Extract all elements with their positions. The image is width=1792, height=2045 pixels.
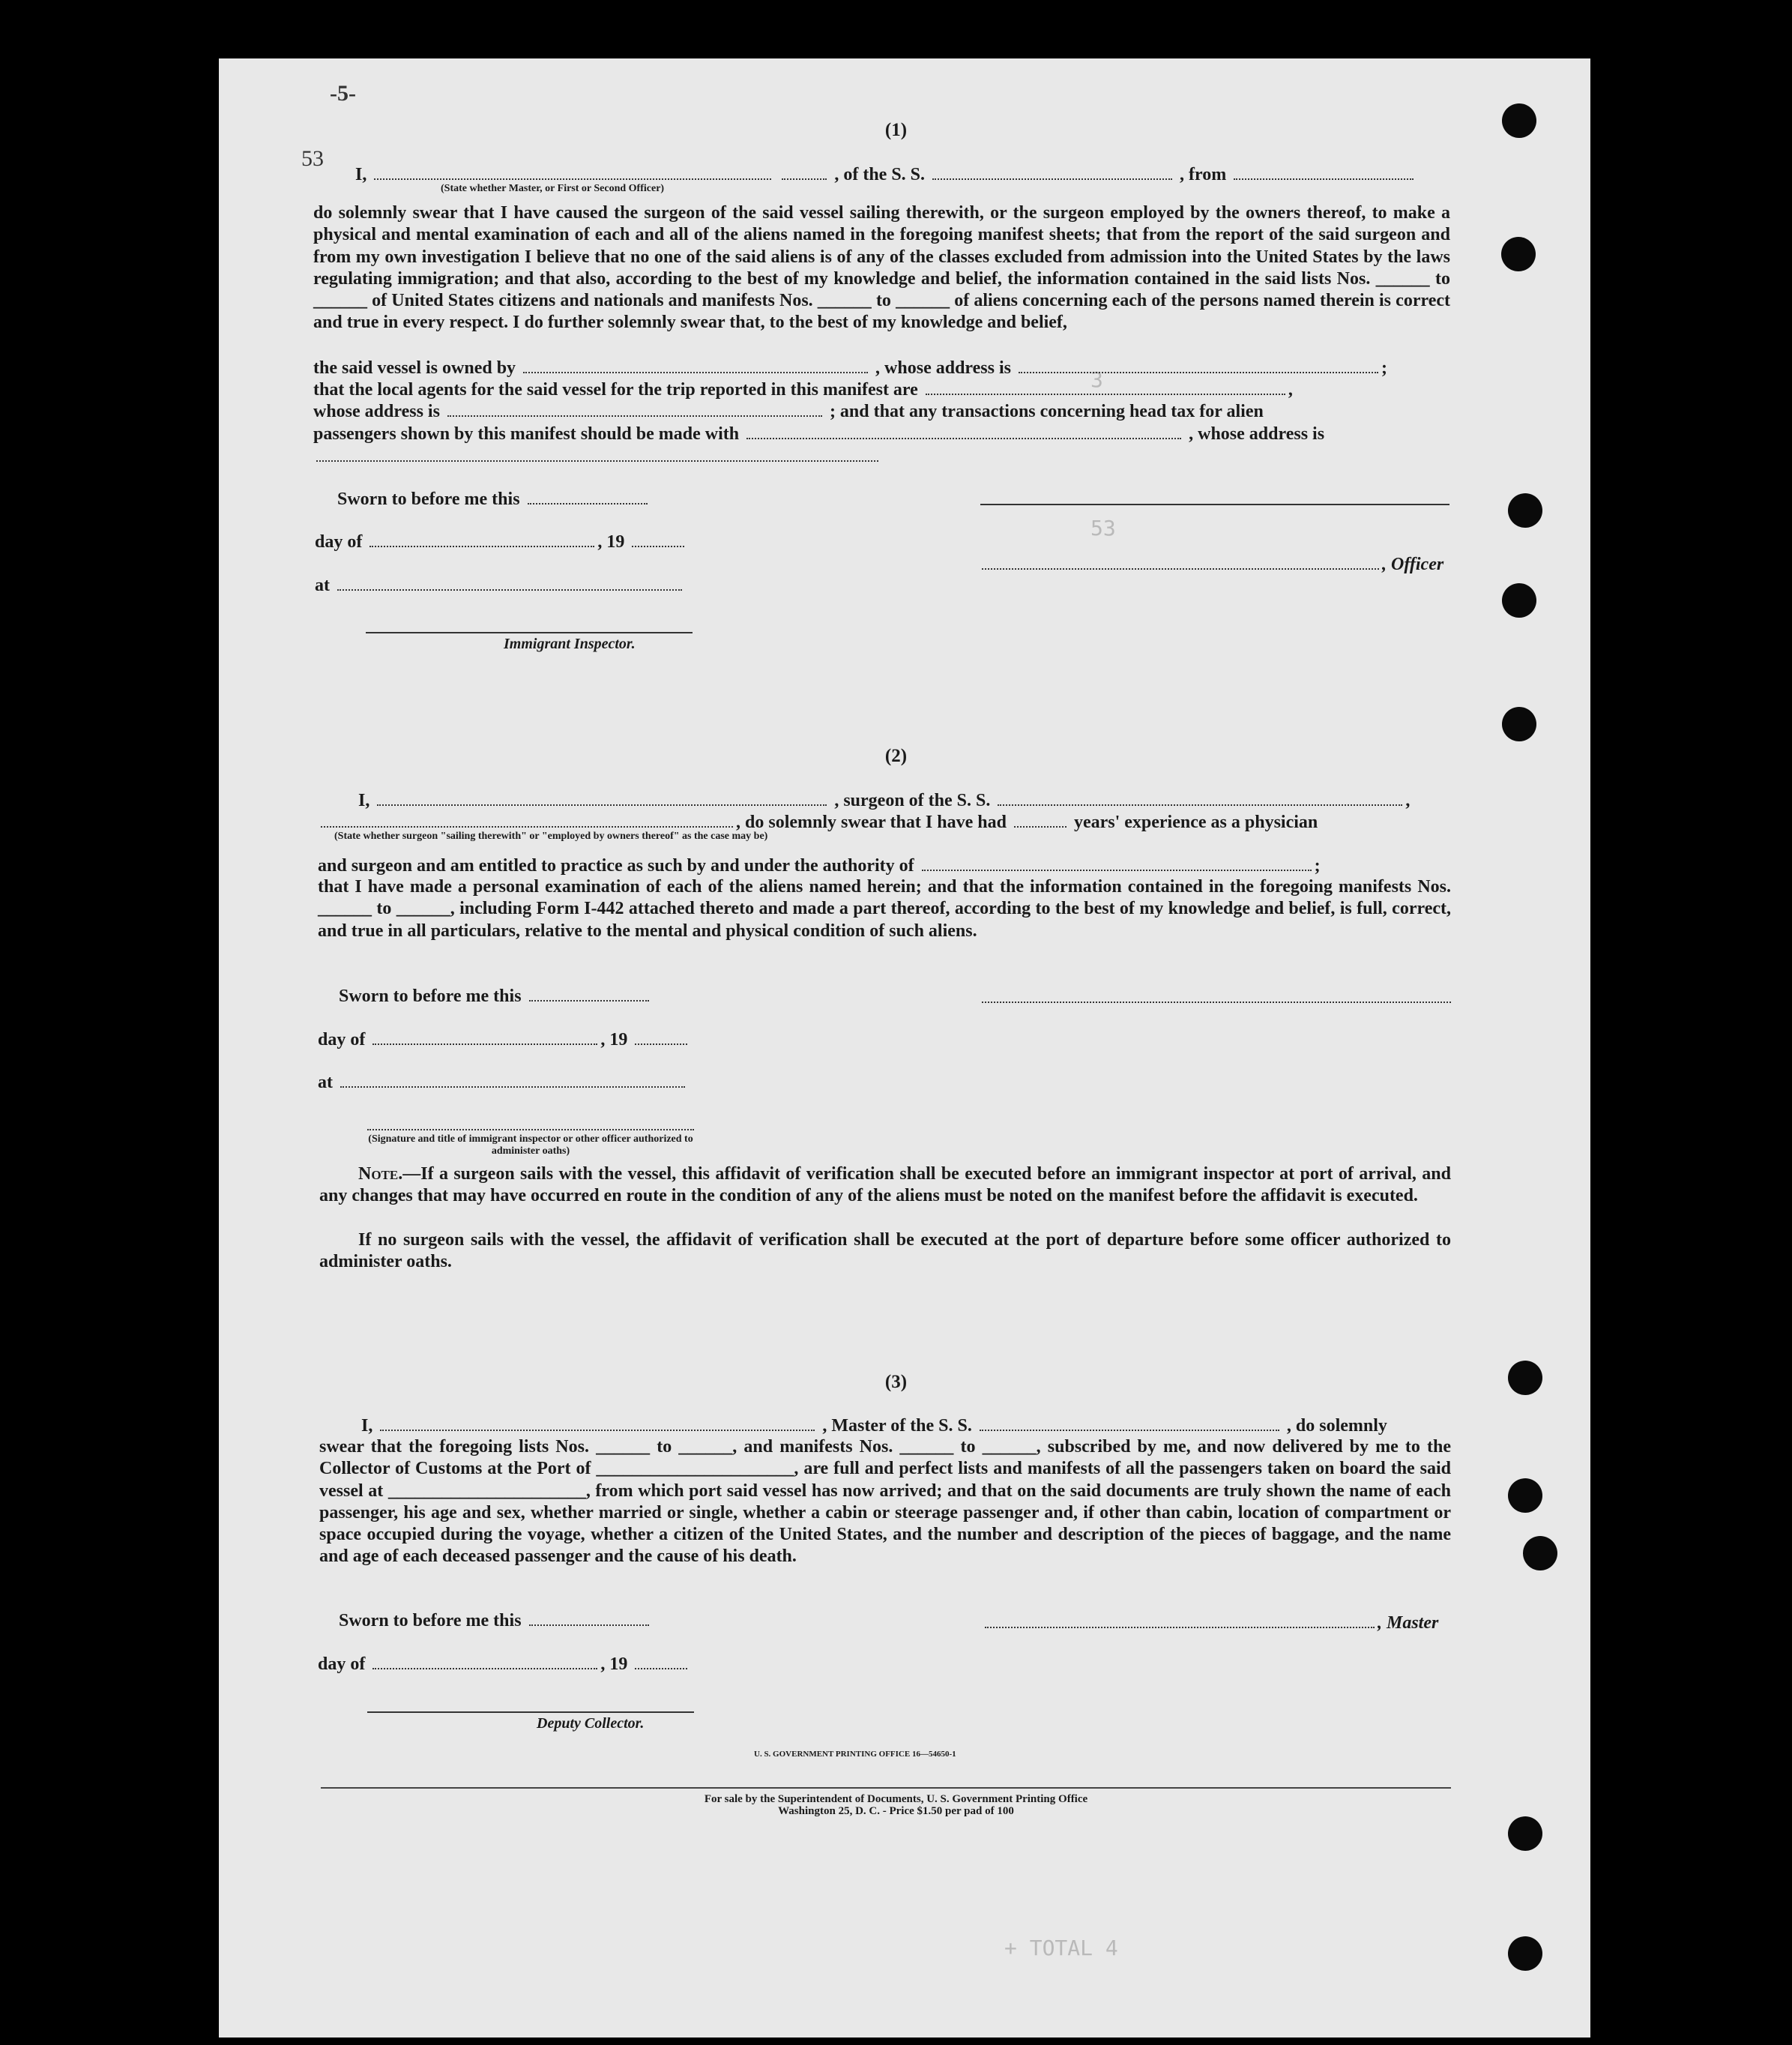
officer-name-field-end[interactable]: [782, 163, 827, 180]
day-field[interactable]: [369, 531, 594, 547]
authority-line: and surgeon and am entitled to practice as such by and under the authority of ;: [318, 856, 1321, 876]
master-ship-field[interactable]: [980, 1415, 1279, 1431]
officer-line: , Officer: [979, 553, 1443, 576]
section1-oath-line: I, , of the S. S. , from: [355, 163, 1417, 186]
handwritten-mark: 53: [301, 146, 324, 171]
signature-caption: (Signature and title of immigrant inspector or other officer authorized to administer oaths): [368, 1133, 693, 1157]
owner-field[interactable]: [523, 357, 868, 373]
master-signature-field[interactable]: [985, 1612, 1375, 1628]
head-tax-address-line: [313, 445, 881, 468]
punch-hole: [1523, 1536, 1557, 1570]
section2-body: that I have made a personal examination of each of the aliens named herein; and that the information contained in the foregoing manifests Nos. ______ to ______, including Form I-442 attached thereto and made a part thereof, according to the best of my knowledge and belief, is full, correct, and true in all particulars, relative to the mental and physical condition of such aliens.: [318, 877, 1451, 941]
punch-hole: [1502, 707, 1536, 741]
surgeon-status-caption: (State whether surgeon "sailing therewith" or "employed by owners thereof" as the case may be): [334, 831, 768, 842]
agents-address-field[interactable]: [447, 400, 822, 417]
officer-signature-line[interactable]: [980, 504, 1449, 505]
section-number: (2): [884, 746, 908, 766]
officer-signature-field[interactable]: [982, 553, 1379, 570]
punch-hole: [1508, 493, 1542, 528]
gpo-imprint: U. S. GOVERNMENT PRINTING OFFICE 16—54650-1: [754, 1750, 956, 1759]
year-field[interactable]: [635, 1653, 687, 1669]
punch-hole: [1508, 1478, 1542, 1513]
collector-signature-line[interactable]: [367, 1711, 694, 1713]
owner-address-field[interactable]: [1019, 357, 1378, 373]
agents-line: that the local agents for the said vessel for the trip reported in this manifest are ,: [313, 380, 1293, 400]
surgeon-line: I, , surgeon of the S. S. ,: [358, 791, 1411, 810]
sworn-line: Sworn to before me this: [339, 985, 652, 1008]
owner-line: the said vessel is owned by , whose address is ;: [313, 358, 1387, 378]
head-tax-line: passengers shown by this manifest should be made with , whose address is: [313, 424, 1325, 444]
inspector-signature-line[interactable]: [367, 1129, 694, 1130]
section1-body: do solemnly swear that I have caused the surgeon of the said vessel sailing therewith, or the surgeon employed by the owners thereof, to make a physical and mental examination of each and all of the aliens named in the foregoing manifest sheets; that from the report of the said surgeon and from my own investigation I believe that no one of the said aliens is of any of the classes excluded from admission into the United States by the laws regulating immigration; and that also, according to the best of my knowledge and belief, the information contained in the said lists Nos. ______ to ______ of United States citizens and nationals and manifests Nos. ______ to ______ of aliens concerning each of the persons named therein is correct and true in every respect. I do further solemnly swear that, to the best of my knowledge and belief,: [313, 203, 1450, 333]
head-tax-contact-field[interactable]: [746, 423, 1181, 439]
footer-sale-note: For sale by the Superintendent of Documents, U. S. Government Printing Office Washington 25, D. C. - Price $1.50 per pad of 100: [704, 1793, 1088, 1817]
local-agents-field[interactable]: [926, 379, 1285, 395]
section3-body: swear that the foregoing lists Nos. ______ to ______, and manifests Nos. ______ to ______, subscribed by me, and now delivered by me to the Collector of Customs at the Port of ______________________, are full and perfect lists and manifests of all the passengers taken on board the said vessel at ______________________, from which port said vessel has now arrived; and that on the said documents are truly shown the name of each passenger, his age and sex, whether married or single, whether a cabin or steerage passenger and, if other than cabin, location of compartment or space occupied during the voyage, whether a citizen of the United States, and the number and description of the pieces of baggage, and the name and age of each deceased passenger and the cause of his death.: [319, 1437, 1451, 1567]
years-experience-field[interactable]: [1014, 811, 1067, 828]
day-line: day of , 19: [318, 1028, 690, 1051]
location-field[interactable]: [340, 1071, 685, 1088]
agents-address-line: whose address is ; and that any transactions concerning head tax for alien: [313, 402, 1264, 421]
master-signature-line: , Master: [982, 1612, 1438, 1634]
sworn-date-field[interactable]: [529, 985, 649, 1002]
master-line: I, , Master of the S. S. , do solemnly: [361, 1416, 1387, 1436]
surgeon-ship-field[interactable]: [998, 789, 1402, 806]
surgeon-status-field[interactable]: [321, 811, 733, 828]
master-name-field[interactable]: [380, 1415, 815, 1431]
punch-hole: [1501, 237, 1536, 271]
day-field[interactable]: [372, 1653, 597, 1669]
day-field[interactable]: [372, 1028, 597, 1045]
section-number: (1): [884, 120, 908, 140]
day-line: day of , 19: [318, 1653, 690, 1675]
inspector-signature-line[interactable]: [366, 632, 693, 633]
ship-name-field[interactable]: [932, 163, 1172, 180]
surgeon-swear-line: , do solemnly swear that I have had years' experience as a physician: [318, 811, 1318, 834]
punch-hole: [1502, 583, 1536, 618]
at-line: at: [315, 574, 685, 597]
head-tax-address-field[interactable]: [316, 445, 878, 462]
authority-field[interactable]: [922, 855, 1312, 871]
bleed-through-text: + TOTAL 4: [1004, 1936, 1118, 1960]
officer-rank-caption: (State whether Master, or First or Second Officer): [441, 183, 665, 194]
sworn-date-field[interactable]: [528, 488, 648, 505]
sworn-line: Sworn to before me this: [337, 488, 651, 511]
surgeon-name-field[interactable]: [377, 789, 827, 806]
punch-hole: [1508, 1816, 1542, 1851]
section-number: (3): [884, 1372, 908, 1392]
deputy-collector-caption: Deputy Collector.: [537, 1715, 645, 1732]
year-field[interactable]: [635, 1028, 687, 1045]
punch-hole: [1508, 1936, 1542, 1971]
note-paragraph: Note.—If a surgeon sails with the vessel, this affidavit of verification shall be executed before an immigrant inspector at port of arrival, and any changes that may have occurred en route in the condition of any of the aliens must be noted on the manifest before the affidavit is executed.: [319, 1164, 1451, 1206]
page-number: -5-: [330, 81, 356, 106]
officer-name-field[interactable]: [374, 163, 771, 180]
sworn-line: Sworn to before me this: [339, 1609, 652, 1632]
at-line: at: [318, 1071, 688, 1094]
surgeon-signature-line[interactable]: [982, 1002, 1451, 1003]
inspector-caption: Immigrant Inspector.: [504, 636, 636, 652]
footer-divider: [321, 1787, 1451, 1789]
location-field[interactable]: [337, 574, 682, 591]
day-line: day of , 19: [315, 531, 687, 553]
departure-port-field[interactable]: [1234, 163, 1414, 180]
sworn-date-field[interactable]: [529, 1609, 649, 1626]
bleed-through-text: 53: [1090, 516, 1116, 540]
year-field[interactable]: [632, 531, 684, 547]
note2-paragraph: If no surgeon sails with the vessel, the affidavit of verification shall be executed at the port of departure before some officer authorized to administer oaths.: [319, 1230, 1451, 1272]
bleed-through-text: 3: [1090, 367, 1103, 392]
